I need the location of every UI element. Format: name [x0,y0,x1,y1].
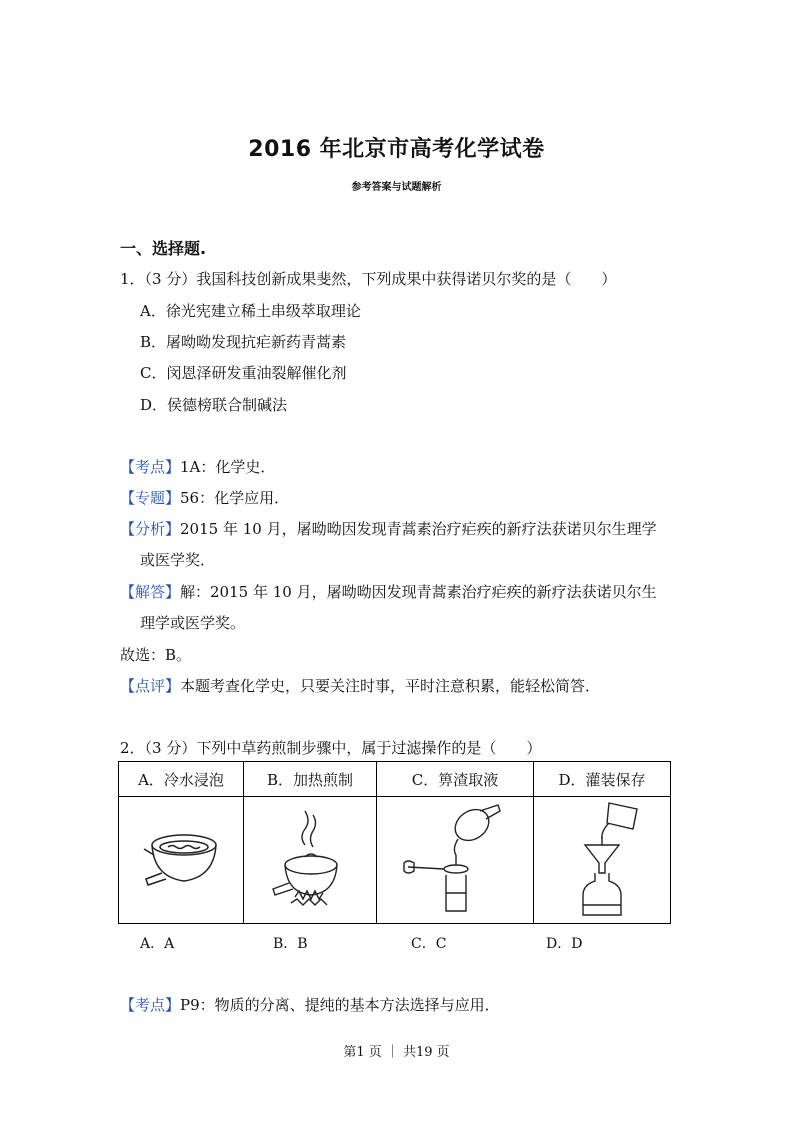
q1-stem: 1．（3 分）我国科技创新成果斐然，下列成果中获得诺贝尔奖的是（ ） [120,270,617,288]
heating-pot-figure [265,805,355,915]
q1-dianping [120,675,600,696]
kaodian-text: 1A：化学史． [180,458,276,476]
page-footer: 第1 页 ｜ 共19 页 [343,1045,450,1060]
q1-fenxi-cont: 或医学奖． [140,551,216,569]
bottling-figure [557,801,647,919]
q2-options-table [118,761,671,924]
jieda-text: 解：2015 年 10 月，屠呦呦因发现青蒿素治疗疟疾的新疗法获诺贝尔生 [180,583,657,601]
q2-header-d: D．灌装保存 [534,762,671,797]
q2-header-a: A．冷水浸泡 [119,762,244,797]
zhuanti-text: 56：化学应用． [180,489,290,507]
q2-stem: 2．（3 分）下列中草药煎制步骤中，属于过滤操作的是（ ） [120,739,542,757]
soaking-pot-figure [136,825,226,895]
q2-answer-c: C．C [411,936,447,952]
jieda-tag: 【解答】 [120,583,181,601]
page-subtitle: 参考答案与试题解析 [351,182,442,193]
q1-jieda-cont: 理学或医学奖。 [140,614,246,632]
q2-figure-cell-a [119,797,244,924]
section-heading: 一、选择题. [120,239,207,258]
q2-answer-a: A．A [140,936,175,952]
q2-figure-cell-d [534,797,671,924]
q2-figure-cell-b [244,797,377,924]
q1-fenxi [120,518,657,539]
q1-kaodian [120,456,275,477]
q2-answer-d: D．D [546,936,583,952]
q2-kaodian [120,994,500,1015]
q2-kaodian-text: P9：物质的分离、提纯的基本方法选择与应用． [180,996,500,1014]
q2-header-b: B．加热煎制 [244,762,377,797]
filtering-figure [400,803,510,918]
zhuanti-tag: 【专题】 [120,489,181,507]
fenxi-text: 2015 年 10 月，屠呦呦因发现青蒿素治疗疟疾的新疗法获诺贝尔生理学 [180,520,657,538]
q1-option-d: D．侯德榜联合制碱法 [140,396,288,414]
kaodian-tag: 【考点】 [120,458,181,476]
q2-header-c: C．箅渣取液 [377,762,534,797]
q1-jieda [120,581,657,602]
q1-option-b: B．屠呦呦发现抗疟新药青蒿素 [140,333,347,351]
q2-kaodian-tag: 【考点】 [120,996,181,1014]
page-title: 2016 年北京市高考化学试卷 [248,137,545,162]
q1-option-c: C．闵恩泽研发重油裂解催化剂 [140,364,347,382]
q1-zhuanti [120,487,289,508]
q1-option-a: A．徐光宪建立稀土串级萃取理论 [140,302,361,320]
dianping-tag: 【点评】 [120,677,181,695]
dianping-text: 本题考查化学史，只要关注时事，平时注意积累，能轻松简答． [180,677,601,695]
q2-answer-b: B．B [273,936,308,952]
q1-answer: 故选：B。 [120,646,192,664]
q2-figure-cell-c [377,797,534,924]
fenxi-tag: 【分析】 [120,520,181,538]
